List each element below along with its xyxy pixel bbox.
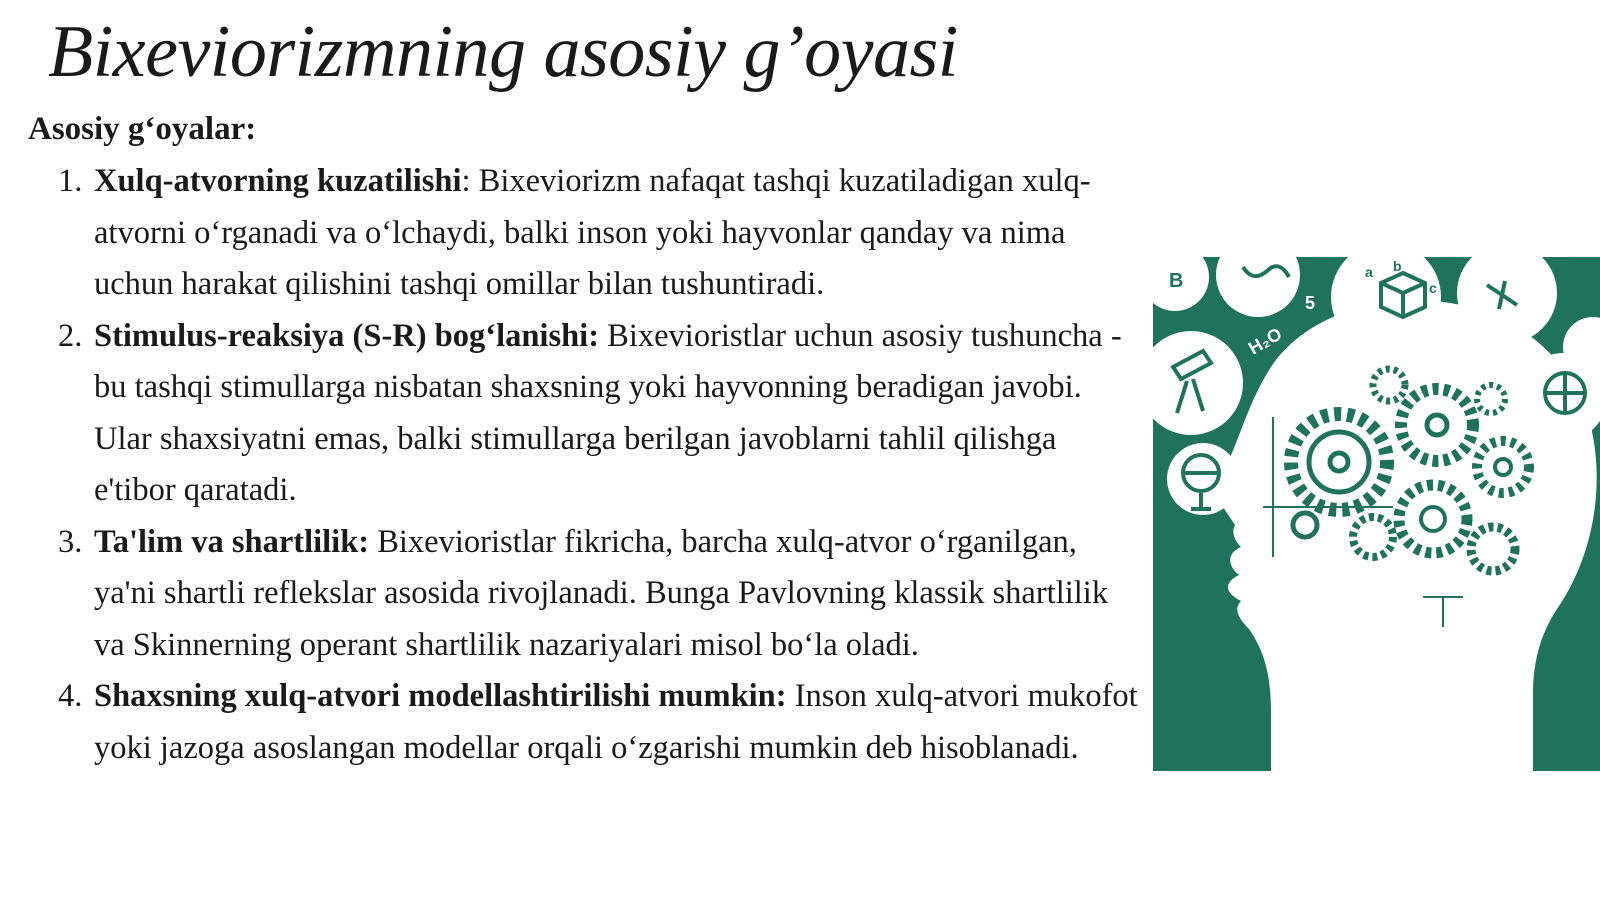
item-term: Shaxsning xulq-atvori modellashtirilishi mumkin: <box>94 678 787 714</box>
item-term: Ta'lim va shartlilik: <box>94 523 370 560</box>
list-item <box>58 156 1138 311</box>
item-text: Bixevioristlar fikricha, barcha xulq-atvor o‘rganilgan, ya'ni shartli reflekslar asosida rivojlanadi. Bunga Pavlovning klassik shartlilik va Skinnerning operant shartlilik nazariyalari misol bo‘la oladi. <box>94 523 1109 663</box>
glyph-five: 5 <box>1305 293 1316 313</box>
glyph-a: a <box>1365 264 1373 280</box>
item-number: 3. <box>58 523 83 560</box>
glyph-b: B <box>1169 270 1184 292</box>
item-term: Xulq-atvorning kuzatilishi <box>94 163 462 199</box>
item-text: : Bixeviorizm nafaqat tashqi kuzatiladigan xulq-atvorni o‘rganadi va o‘lchaydi, balki inson yoki hayvonlar qanday va nima uchun harakat qilishini tashqi omillar bilan tushuntiradi. <box>94 163 1091 302</box>
item-text: Inson xulq-atvori mukofot yoki jazoga asoslangan modellar orqali o‘zgarishi mumkin deb hisoblanadi. <box>94 678 1138 766</box>
list-item <box>58 311 1138 517</box>
slide-title: Bixeviorizmning asosiy g’oyasi <box>48 11 958 93</box>
section-heading: Asosiy g‘oyalar: <box>28 111 257 147</box>
ideas-list <box>58 156 1138 774</box>
glyph-h2o: H₂O <box>1245 323 1286 359</box>
list-item <box>58 517 1138 672</box>
item-text: Bixevioristlar uchun asosiy tushuncha - bu tashqi stimullarga nisbatan shaxsning yoki hayvonning beradigan javobi. Ular shaxsiyatni emas, balki stimullarga berilgan javoblarni tahlil qilishga e'tibor qaratadi. <box>94 317 1122 508</box>
glyph-h: H <box>1439 336 1460 367</box>
item-term: Stimulus-reaksiya (S-R) bog‘lanishi: <box>94 317 600 354</box>
list-item <box>58 671 1138 774</box>
glyph-b-small: b <box>1393 258 1402 274</box>
item-number: 1. <box>58 163 83 199</box>
brain-gears-illustration <box>1153 257 1600 771</box>
item-number: 4. <box>58 678 83 714</box>
item-number: 2. <box>58 317 83 354</box>
glyph-c: c <box>1429 280 1437 296</box>
